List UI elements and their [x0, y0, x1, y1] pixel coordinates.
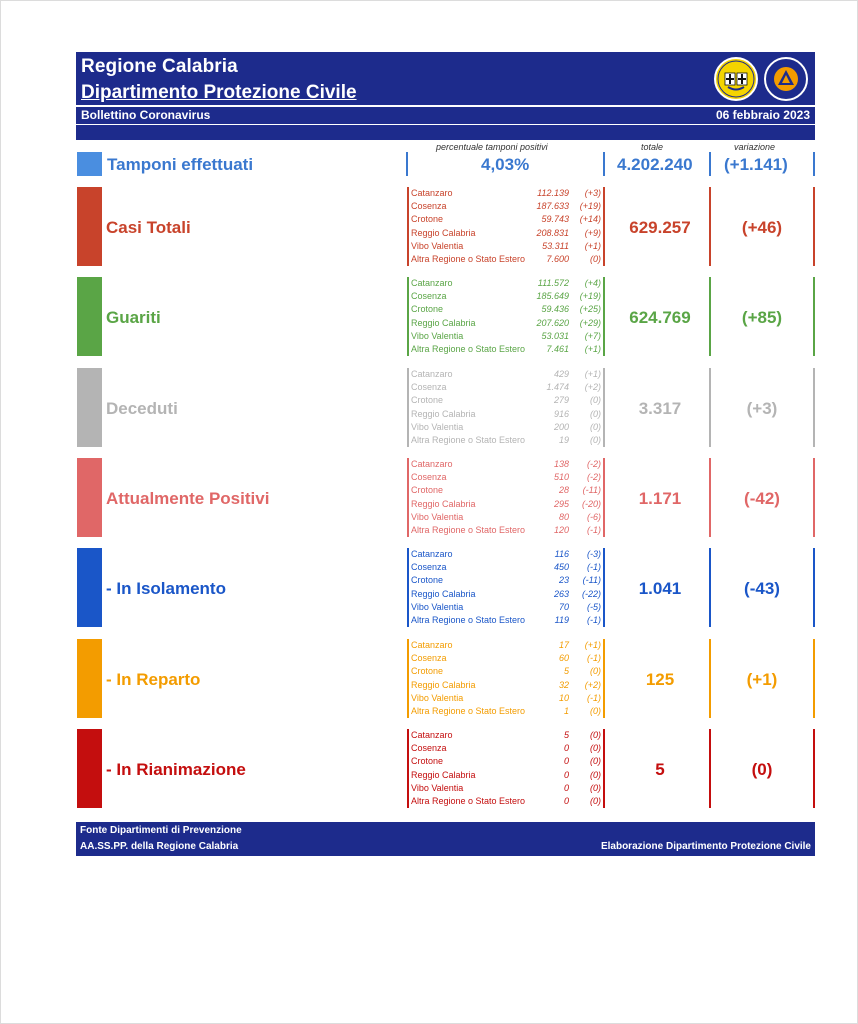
province-value: 0: [563, 756, 569, 767]
province-row: [411, 601, 603, 614]
province-delta: (+7): [584, 330, 601, 341]
category-color-bar: [77, 187, 102, 266]
province-value: 1: [563, 706, 569, 717]
province-name: Vibo Valentia: [411, 692, 464, 703]
province-delta: (-2): [587, 472, 601, 483]
province-delta: (-22): [581, 588, 601, 599]
province-list: [407, 368, 603, 447]
province-row: [411, 484, 603, 497]
bulletin-label: Bollettino Coronavirus: [81, 108, 211, 122]
category-variation: (-42): [744, 489, 780, 508]
province-value: 80: [558, 511, 569, 522]
category-total: 624.769: [629, 308, 691, 327]
province-name: Catanzaro: [411, 278, 453, 288]
province-name: Vibo Valentia: [411, 421, 464, 432]
tamponi-variation: (+1.141): [724, 155, 788, 174]
province-delta: (+9): [584, 227, 601, 238]
province-value: 60: [558, 653, 569, 664]
province-value: 200: [553, 421, 569, 432]
province-row: [411, 705, 603, 718]
province-delta: (-5): [587, 601, 601, 612]
province-name: Cosenza: [411, 201, 447, 212]
province-row: [411, 729, 603, 742]
province-value: 116: [554, 549, 569, 559]
province-name: Reggio Calabria: [411, 498, 476, 509]
province-value: 295: [553, 498, 569, 509]
province-name: Catanzaro: [411, 640, 453, 650]
province-list: [407, 458, 603, 537]
category-row: [76, 729, 815, 808]
province-name: Crotone: [411, 666, 444, 677]
province-value: 70: [558, 601, 569, 612]
category-variation: (+3): [746, 399, 778, 418]
column-divider: [813, 458, 815, 537]
province-name: Catanzaro: [411, 369, 453, 379]
province-delta: (-1): [587, 653, 601, 664]
province-row: [411, 755, 603, 768]
province-value: 32: [558, 679, 569, 690]
province-row: [411, 652, 603, 665]
province-name: Reggio Calabria: [411, 227, 476, 238]
province-delta: (0): [590, 435, 601, 446]
province-delta: (-1): [587, 562, 601, 573]
category-total: 5: [655, 760, 665, 779]
protezione-civile-logo-icon: [764, 57, 808, 101]
category-total: 1.041: [638, 579, 682, 598]
province-value: 138: [553, 459, 569, 469]
category-color-bar: [77, 277, 102, 356]
province-delta: (0): [590, 408, 601, 419]
tamponi-row: [76, 152, 815, 178]
category-color-bar: [77, 639, 102, 718]
province-name: Crotone: [411, 485, 444, 496]
category-total: 3.317: [638, 399, 682, 418]
province-value: 263: [553, 588, 569, 599]
province-delta: (0): [590, 782, 601, 793]
tamponi-total: 4.202.240: [617, 155, 693, 174]
province-delta: (-11): [582, 485, 601, 496]
province-value: 119: [554, 615, 569, 626]
province-name: Crotone: [411, 214, 444, 225]
province-list: [407, 548, 603, 627]
province-name: Cosenza: [411, 653, 447, 664]
province-row: [411, 434, 603, 447]
province-value: 207.620: [536, 317, 569, 328]
province-name: Reggio Calabria: [411, 769, 476, 780]
column-divider: [813, 729, 815, 808]
variation-column-label: variazione: [734, 142, 776, 152]
category-label: - In Rianimazione: [106, 760, 246, 779]
category-variation: (-43): [744, 579, 780, 598]
tamponi-color-marker: [77, 152, 102, 176]
province-delta: (-1): [587, 692, 601, 703]
province-value: 19: [558, 435, 569, 446]
category-label: Deceduti: [106, 399, 178, 418]
province-name: Altra Regione o Stato Estero: [411, 796, 526, 807]
category-row: [76, 187, 815, 266]
category-color-bar: [77, 458, 102, 537]
province-row: [411, 524, 603, 537]
province-row: [411, 471, 603, 484]
tamponi-divider: [813, 152, 815, 176]
province-delta: (+29): [579, 317, 601, 328]
province-name: Cosenza: [411, 291, 447, 302]
province-delta: (-6): [587, 511, 601, 522]
province-value: 450: [553, 562, 569, 573]
province-value: 7.600: [546, 254, 569, 265]
province-delta: (0): [590, 254, 601, 265]
header-divider-2: [76, 124, 815, 125]
province-delta: (+2): [584, 382, 601, 393]
province-delta: (0): [590, 421, 601, 432]
province-row: [411, 548, 603, 561]
province-value: 0: [563, 743, 569, 754]
province-name: Vibo Valentia: [411, 240, 464, 251]
province-delta: (-1): [587, 525, 601, 536]
province-list: [407, 729, 603, 808]
tamponi-divider: [709, 152, 711, 176]
province-name: Cosenza: [411, 743, 447, 754]
province-name: Crotone: [411, 395, 444, 406]
province-value: 10: [558, 692, 569, 703]
province-name: Vibo Valentia: [411, 782, 464, 793]
province-name: Altra Regione o Stato Estero: [411, 435, 526, 446]
province-row: [411, 458, 603, 471]
province-value: 185.649: [536, 291, 569, 302]
category-variation: (+1): [746, 670, 778, 689]
province-row: [411, 679, 603, 692]
category-total: 629.257: [629, 218, 691, 237]
province-row: [411, 343, 603, 356]
bulletin-sheet: [76, 52, 815, 858]
province-value: 429: [553, 369, 569, 379]
province-value: 0: [563, 769, 569, 780]
province-name: Crotone: [411, 756, 444, 767]
province-row: [411, 614, 603, 627]
category-variation: (+46): [741, 218, 783, 237]
column-divider: [813, 187, 815, 266]
category-row: [76, 368, 815, 447]
province-value: 279: [553, 395, 569, 406]
tamponi-label: Tamponi effettuati: [107, 155, 254, 174]
province-delta: (-3): [587, 549, 601, 559]
province-name: Vibo Valentia: [411, 330, 464, 341]
category-label: - In Reparto: [106, 670, 201, 689]
province-row: [411, 742, 603, 755]
tamponi-divider: [406, 152, 408, 176]
province-delta: (0): [590, 743, 601, 754]
province-value: 5: [563, 666, 569, 677]
province-name: Altra Regione o Stato Estero: [411, 254, 526, 265]
province-value: 28: [558, 485, 569, 496]
province-name: Catanzaro: [411, 188, 453, 198]
province-name: Catanzaro: [411, 730, 453, 740]
province-delta: (+19): [579, 201, 601, 212]
header-banner: [76, 52, 815, 140]
region-title: Regione Calabria: [81, 56, 238, 77]
province-name: Altra Regione o Stato Estero: [411, 615, 526, 626]
province-name: Vibo Valentia: [411, 511, 464, 522]
category-variation: (0): [751, 760, 773, 779]
category-row: [76, 458, 815, 537]
province-delta: (+2): [584, 679, 601, 690]
category-row: [76, 639, 815, 718]
province-row: [411, 227, 603, 240]
province-value: 59.436: [541, 304, 569, 315]
province-row: [411, 200, 603, 213]
column-divider: [813, 368, 815, 447]
province-name: Cosenza: [411, 562, 447, 573]
province-name: Catanzaro: [411, 549, 453, 559]
province-delta: (-2): [587, 459, 601, 469]
province-row: [411, 588, 603, 601]
province-row: [411, 498, 603, 511]
category-total: 125: [645, 670, 675, 689]
category-color-bar: [77, 548, 102, 627]
province-name: Reggio Calabria: [411, 317, 476, 328]
province-delta: (+3): [584, 188, 601, 198]
province-name: Reggio Calabria: [411, 408, 476, 419]
province-row: [411, 277, 603, 290]
province-value: 53.031: [541, 330, 569, 341]
province-row: [411, 303, 603, 316]
province-delta: (0): [590, 666, 601, 677]
province-row: [411, 408, 603, 421]
province-list: [407, 639, 603, 718]
category-label: Attualmente Positivi: [106, 489, 270, 508]
province-name: Reggio Calabria: [411, 679, 476, 690]
province-delta: (0): [590, 796, 601, 807]
category-color-bar: [77, 368, 102, 447]
province-row: [411, 368, 603, 381]
category-row: [76, 277, 815, 356]
province-value: 111.572: [537, 278, 569, 288]
province-list: [407, 277, 603, 356]
province-row: [411, 394, 603, 407]
province-delta: (+1): [584, 640, 601, 650]
column-divider: [813, 548, 815, 627]
footer-source-line1: Fonte Dipartimenti di Prevenzione: [80, 825, 242, 836]
bulletin-date: 06 febbraio 2023: [715, 108, 810, 122]
category-variation: (+85): [741, 308, 783, 327]
province-row: [411, 511, 603, 524]
province-value: 187.633: [536, 201, 569, 212]
province-value: 208.831: [536, 227, 569, 238]
province-value: 59.743: [541, 214, 569, 225]
province-name: Reggio Calabria: [411, 588, 476, 599]
total-column-label: totale: [641, 142, 664, 152]
province-delta: (-11): [582, 575, 601, 586]
province-delta: (+1): [584, 344, 601, 355]
province-name: Altra Regione o Stato Estero: [411, 706, 526, 717]
province-row: [411, 795, 603, 808]
province-delta: (0): [590, 756, 601, 767]
province-row: [411, 187, 603, 200]
province-delta: (0): [590, 706, 601, 717]
province-value: 510: [553, 472, 569, 483]
header-divider: [76, 105, 815, 107]
category-label: Guariti: [106, 308, 161, 327]
column-divider: [813, 277, 815, 356]
tamponi-percent: 4,03%: [481, 155, 530, 174]
province-value: 17: [558, 640, 569, 650]
province-delta: (0): [590, 730, 601, 740]
department-title: Dipartimento Protezione Civile: [81, 82, 357, 103]
regione-calabria-logo-icon: [714, 57, 758, 101]
footer-credit: Elaborazione Dipartimento Protezione Civile: [600, 841, 811, 852]
province-row: [411, 665, 603, 678]
category-label: - In Isolamento: [106, 579, 226, 598]
province-row: [411, 769, 603, 782]
province-delta: (-1): [587, 615, 601, 626]
province-value: 7.461: [546, 344, 569, 355]
category-total: 1.171: [638, 489, 682, 508]
tamponi-divider: [603, 152, 605, 176]
province-row: [411, 782, 603, 795]
province-name: Crotone: [411, 575, 444, 586]
province-row: [411, 213, 603, 226]
province-row: [411, 692, 603, 705]
province-value: 112.139: [537, 188, 569, 198]
province-value: 0: [563, 796, 569, 807]
percent-column-label: percentuale tamponi positivi: [436, 142, 548, 152]
province-row: [411, 317, 603, 330]
province-row: [411, 381, 603, 394]
province-value: 23: [558, 575, 569, 586]
province-row: [411, 574, 603, 587]
province-name: Altra Regione o Stato Estero: [411, 344, 526, 355]
province-name: Cosenza: [411, 472, 447, 483]
category-row: [76, 548, 815, 627]
province-value: 5: [563, 730, 569, 740]
column-divider: [813, 639, 815, 718]
province-name: Catanzaro: [411, 459, 453, 469]
province-value: 120: [553, 525, 569, 536]
province-value: 53.311: [542, 240, 569, 251]
province-row: [411, 639, 603, 652]
category-color-bar: [77, 729, 102, 808]
province-row: [411, 561, 603, 574]
province-delta: (+25): [579, 304, 601, 315]
province-delta: (+4): [584, 278, 601, 288]
province-delta: (0): [590, 769, 601, 780]
footer-banner: [76, 822, 815, 856]
province-row: [411, 240, 603, 253]
province-row: [411, 290, 603, 303]
province-delta: (-20): [581, 498, 601, 509]
province-row: [411, 253, 603, 266]
province-delta: (+1): [584, 240, 601, 251]
province-delta: (0): [590, 395, 601, 406]
province-value: 916: [553, 408, 569, 419]
province-delta: (+19): [579, 291, 601, 302]
province-row: [411, 330, 603, 343]
province-delta: (+1): [584, 369, 601, 379]
province-name: Cosenza: [411, 382, 447, 393]
province-value: 0: [563, 782, 569, 793]
footer-source-line2: AA.SS.PP. della Regione Calabria: [80, 841, 239, 852]
category-label: Casi Totali: [106, 218, 191, 237]
province-name: Altra Regione o Stato Estero: [411, 525, 526, 536]
province-name: Vibo Valentia: [411, 601, 464, 612]
province-row: [411, 421, 603, 434]
province-value: 1.474: [546, 382, 569, 393]
province-delta: (+14): [579, 214, 601, 225]
province-list: [407, 187, 603, 266]
province-name: Crotone: [411, 304, 444, 315]
